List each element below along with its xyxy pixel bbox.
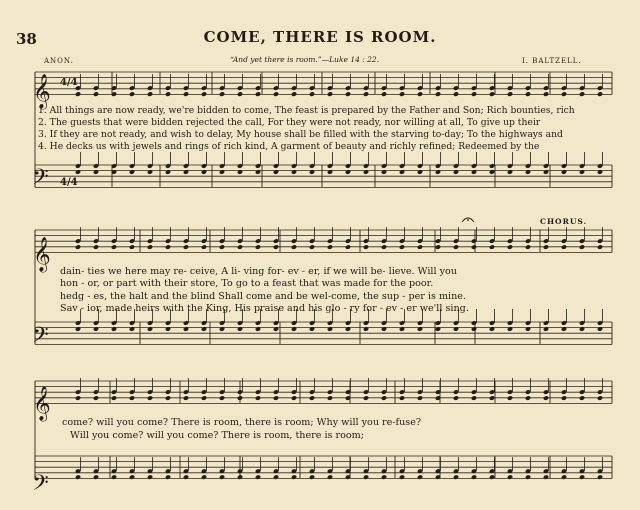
note-head	[147, 326, 153, 332]
note-head	[291, 395, 297, 401]
note-head	[165, 91, 171, 97]
note-head	[75, 169, 81, 175]
note-head	[165, 395, 171, 401]
note-head	[255, 169, 261, 175]
note-head	[183, 244, 189, 250]
note-head	[489, 244, 495, 250]
note-head	[399, 326, 405, 332]
note-head	[453, 395, 459, 401]
note-head	[525, 169, 531, 175]
note-head	[417, 169, 423, 175]
note-head	[219, 244, 225, 250]
note-head	[309, 91, 315, 97]
note-head	[201, 169, 207, 175]
note-head	[489, 326, 495, 332]
note-head	[471, 91, 477, 97]
note-head	[147, 169, 153, 175]
note-head	[93, 474, 99, 480]
note-head	[165, 244, 171, 250]
note-head	[147, 244, 153, 250]
note-head	[255, 326, 261, 332]
note-head	[543, 91, 549, 97]
note-head	[273, 395, 279, 401]
note-head	[543, 169, 549, 175]
note-head	[435, 244, 441, 250]
note-head	[255, 395, 261, 401]
note-head	[363, 395, 369, 401]
note-head	[507, 91, 513, 97]
treble-clef-icon: 𝄞	[33, 237, 51, 272]
verse-line-2: 2. The guests that were bidden rejected the call, For they were not ready, nor willing at all, To give up their	[38, 117, 541, 128]
note-head	[219, 474, 225, 480]
note-head	[507, 395, 513, 401]
note-head	[327, 474, 333, 480]
hymn-title: COME, THERE IS ROOM.	[203, 28, 437, 46]
note-head	[453, 169, 459, 175]
note-head	[579, 244, 585, 250]
chorus-label: CHORUS.	[540, 217, 588, 226]
note-head	[471, 169, 477, 175]
note-head	[345, 326, 351, 332]
note-head	[327, 395, 333, 401]
note-head	[75, 474, 81, 480]
note-head	[111, 395, 117, 401]
note-head	[363, 244, 369, 250]
note-head	[489, 91, 495, 97]
note-head	[165, 326, 171, 332]
note-head	[147, 395, 153, 401]
note-head	[219, 169, 225, 175]
note-head	[543, 244, 549, 250]
note-head	[417, 326, 423, 332]
note-head	[183, 326, 189, 332]
note-head	[309, 169, 315, 175]
note-head	[237, 395, 243, 401]
note-head	[201, 244, 207, 250]
note-head	[489, 395, 495, 401]
note-head	[93, 395, 99, 401]
treble-clef-icon: 𝄞	[33, 74, 51, 109]
note-head	[129, 474, 135, 480]
note-head	[399, 169, 405, 175]
note-head	[525, 395, 531, 401]
note-head	[237, 474, 243, 480]
note-head	[75, 326, 81, 332]
note-head	[165, 169, 171, 175]
note-head	[183, 474, 189, 480]
note-head	[237, 91, 243, 97]
note-head	[381, 244, 387, 250]
chorus-lyric-bass: Will you come? will you come? There is room, there is room;	[70, 430, 364, 441]
time-signature-bass: 4/4	[60, 177, 78, 188]
note-head	[219, 91, 225, 97]
treble-clef-icon: 𝄞	[33, 386, 51, 421]
note-head	[183, 91, 189, 97]
note-head	[579, 474, 585, 480]
fermata-icon	[462, 218, 474, 222]
note-head	[129, 326, 135, 332]
note-head	[381, 326, 387, 332]
note-head	[273, 326, 279, 332]
note-head	[561, 169, 567, 175]
note-head	[435, 326, 441, 332]
note-head	[255, 474, 261, 480]
note-head	[597, 91, 603, 97]
note-head	[255, 244, 261, 250]
note-head	[597, 395, 603, 401]
note-head	[129, 244, 135, 250]
note-head	[597, 169, 603, 175]
verse-line-3-cont: hedg - es, the halt and the blind Shall come and be wel-come, the sup - per is mine.	[60, 291, 467, 302]
note-head	[363, 326, 369, 332]
note-head	[273, 474, 279, 480]
note-head	[525, 326, 531, 332]
verse-line-3: 3. If they are not ready, and wish to delay, My house shall be filled with the starving to-day; To the highways and	[38, 129, 563, 140]
note-head	[309, 326, 315, 332]
note-head	[453, 91, 459, 97]
note-head	[453, 474, 459, 480]
note-head	[561, 91, 567, 97]
note-head	[345, 169, 351, 175]
note-head	[309, 395, 315, 401]
verse-line-1-cont: dain- ties we here may re- ceive, A li- ving for- ev - er, if we will be- lieve. Will you	[60, 266, 457, 277]
note-head	[507, 326, 513, 332]
note-head	[255, 91, 261, 97]
note-head	[399, 91, 405, 97]
note-head	[183, 169, 189, 175]
note-head	[417, 395, 423, 401]
note-head	[93, 244, 99, 250]
note-head	[507, 474, 513, 480]
note-head	[273, 91, 279, 97]
note-head	[399, 395, 405, 401]
note-head	[273, 169, 279, 175]
note-head	[93, 169, 99, 175]
note-head	[471, 395, 477, 401]
note-head	[417, 91, 423, 97]
note-head	[273, 244, 279, 250]
note-head	[561, 474, 567, 480]
page-number: 38	[16, 30, 37, 48]
note-head	[75, 395, 81, 401]
note-head	[309, 244, 315, 250]
note-head	[291, 169, 297, 175]
note-head	[345, 244, 351, 250]
note-head	[381, 395, 387, 401]
note-head	[219, 395, 225, 401]
note-head	[165, 474, 171, 480]
note-head	[237, 244, 243, 250]
note-head	[381, 91, 387, 97]
note-head	[327, 169, 333, 175]
note-head	[147, 474, 153, 480]
note-head	[435, 169, 441, 175]
time-signature-treble: 4/4	[60, 77, 78, 88]
note-head	[471, 326, 477, 332]
note-head	[579, 91, 585, 97]
author-credit: ANON.	[44, 57, 74, 65]
note-head	[129, 395, 135, 401]
note-head	[237, 326, 243, 332]
bass-clef-icon: 𝄢	[32, 165, 49, 195]
note-head	[327, 326, 333, 332]
note-head	[93, 91, 99, 97]
note-head	[579, 395, 585, 401]
note-head	[561, 326, 567, 332]
note-head	[489, 169, 495, 175]
note-head	[507, 244, 513, 250]
note-head	[363, 169, 369, 175]
note-head	[201, 326, 207, 332]
note-head	[345, 91, 351, 97]
note-head	[237, 169, 243, 175]
note-head	[579, 326, 585, 332]
note-head	[291, 326, 297, 332]
note-head	[489, 474, 495, 480]
note-head	[93, 326, 99, 332]
note-head	[363, 474, 369, 480]
note-head	[327, 91, 333, 97]
note-head	[201, 91, 207, 97]
verse-line-2-cont: hon - or, or part with their store, To go to a feast that was made for the poor.	[60, 278, 434, 289]
note-head	[597, 474, 603, 480]
note-head	[453, 326, 459, 332]
note-head	[561, 244, 567, 250]
note-head	[291, 474, 297, 480]
bass-clef-icon: 𝄢	[32, 471, 49, 501]
note-head	[525, 474, 531, 480]
verse-line-4-cont: Sav - ior, made heirs with the King, His praise and his glo - ry for - ev - er we'll sing.	[60, 303, 469, 314]
note-head	[399, 474, 405, 480]
bass-clef-icon: 𝄢	[32, 323, 49, 353]
note-head	[507, 169, 513, 175]
note-head	[291, 244, 297, 250]
note-head	[579, 169, 585, 175]
note-head	[471, 474, 477, 480]
scripture-reference: “And yet there is room.”—Luke 14 : 22.	[230, 55, 380, 64]
note-head	[111, 244, 117, 250]
note-head	[201, 474, 207, 480]
note-head	[417, 244, 423, 250]
note-head	[471, 244, 477, 250]
note-head	[129, 169, 135, 175]
note-head	[525, 91, 531, 97]
note-head	[543, 474, 549, 480]
note-head	[363, 91, 369, 97]
note-head	[597, 244, 603, 250]
chorus-lyric-soprano: come? will you come? There is room, there is room; Why will you re-fuse?	[62, 417, 422, 428]
note-head	[381, 474, 387, 480]
note-head	[381, 169, 387, 175]
note-head	[147, 91, 153, 97]
note-head	[309, 474, 315, 480]
note-head	[75, 91, 81, 97]
note-head	[399, 244, 405, 250]
note-head	[111, 326, 117, 332]
verse-line-4: 4. He decks us with jewels and rings of rich kind, A garment of beauty and richly refined; Redeemed by the	[38, 141, 540, 152]
note-head	[597, 326, 603, 332]
verse-line-1: 1. All things are now ready, we're bidden to come, The feast is prepared by the Father and Son; Rich bounties, rich	[38, 105, 575, 116]
note-head	[561, 395, 567, 401]
note-head	[543, 326, 549, 332]
composer-credit: I. BALTZELL.	[522, 57, 582, 65]
note-head	[417, 474, 423, 480]
note-head	[75, 244, 81, 250]
note-head	[183, 395, 189, 401]
note-head	[111, 474, 117, 480]
note-head	[201, 395, 207, 401]
note-head	[453, 244, 459, 250]
note-head	[525, 244, 531, 250]
note-head	[291, 91, 297, 97]
note-head	[543, 395, 549, 401]
note-head	[129, 91, 135, 97]
note-head	[219, 326, 225, 332]
note-head	[435, 91, 441, 97]
note-head	[327, 244, 333, 250]
